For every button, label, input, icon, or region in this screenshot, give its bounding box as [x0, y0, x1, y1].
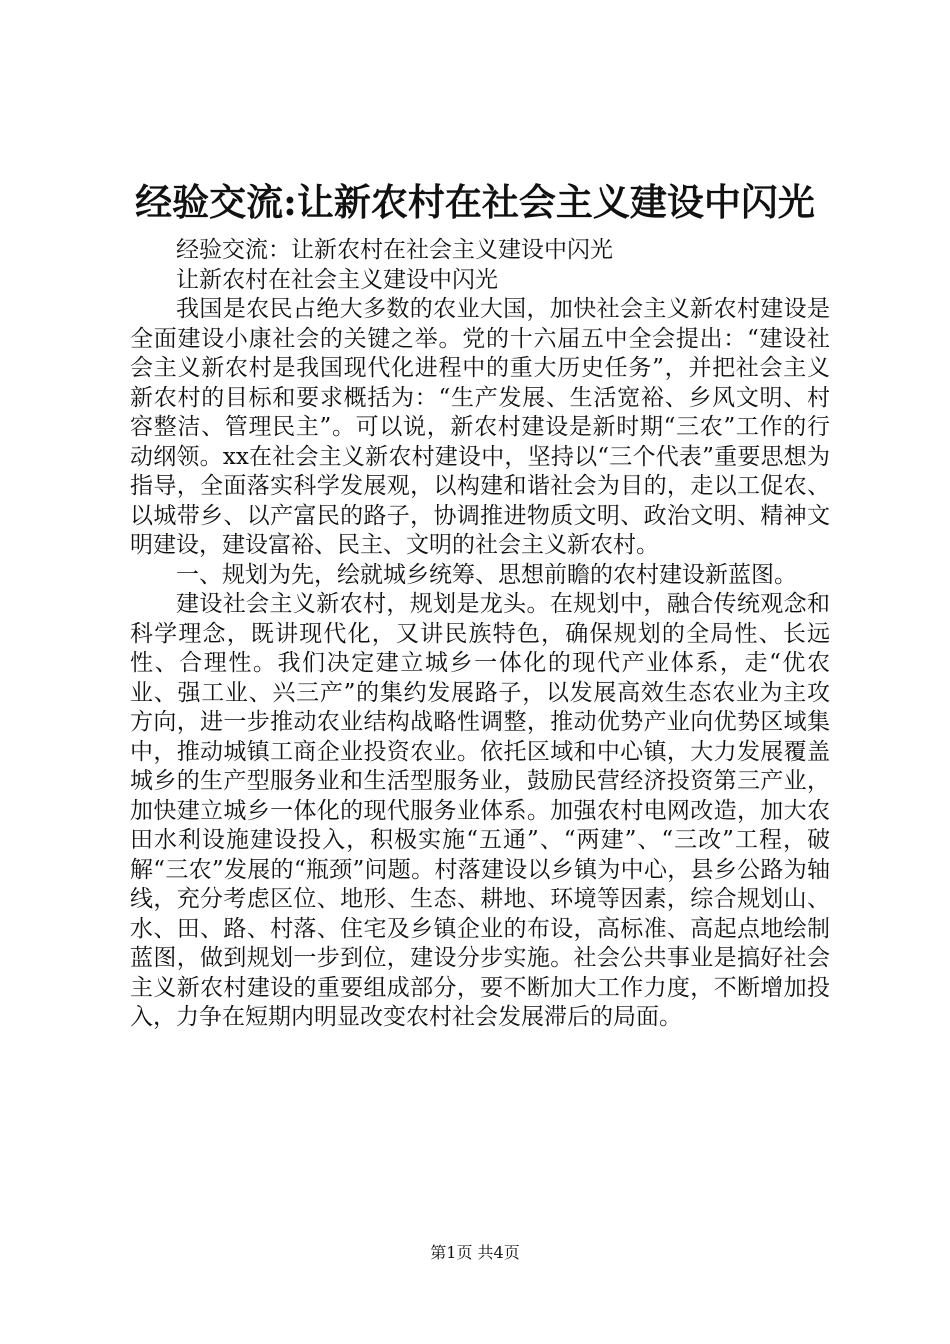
body-paragraph: 建设社会主义新农村，规划是龙头。在规划中，融合传统观念和科学理念，既讲现代化，又讲民族特色，确保规划的全局性、长远性、合理性。我们决定建立城乡一体化的现代产业体系，走“优农业、强工业、兴三产”的集约发展路子，以发展高效生态农业为主攻方向，进一步推动农业结构战略性调整，推动优势产业向优势区域集中，推动城镇工商企业投资农业。依托区域和中心镇，大力发展覆盖城乡的生产型服务业和生活型服务业，鼓励民营经济投资第三产业，加快建立城乡一体化的现代服务业体系。加强农村电网改造，加大农田水利设施建设投入，积极实施“五通”、“两建”、“三改”工程，破解“三农”发展的“瓶颈”问题。村落建设以乡镇为中心，县乡公路为轴线，充分考虑区位、地形、生态、耕地、环境等因素，综合规划山、水、田、路、村落、住宅及乡镇企业的布设，高标准、高起点地绘制蓝图，做到规划一步到位，建设分步实施。社会公共事业是搞好社会主义新农村建设的重要组成部分，要不断加大工作力度，不断增加投入，力争在短期内明显改变农村社会发展滞后的局面。: [130, 591, 830, 1030]
section-heading: 一、规划为先，绘就城乡统筹、思想前瞻的农村建设新蓝图。: [176, 561, 797, 588]
heading-line: 让新农村在社会主义建设中闪光: [176, 266, 498, 293]
document-body: [130, 236, 830, 1033]
page-title: 经验交流:让新农村在社会主义建设中闪光: [135, 180, 815, 224]
subtitle-line: 经验交流：让新农村在社会主义建设中闪光: [176, 237, 613, 263]
body-paragraph: 我国是农民占绝大多数的农业大国，加快社会主义新农村建设是全面建设小康社会的关键之举。党的十六届五中全会提出：“建设社会主义新农村是我国现代化进程中的重大历史任务”，并把社会主义新农村的目标和要求概括为：“生产发展、生活宽裕、乡风文明、村容整洁、管理民主”。可以说，新农村建设是新时期“三农”工作的行动纲领。xx在社会主义新农村建设中，坚持以“三个代表”重要思想为指导，全面落实科学发展观，以构建和谐社会为目的，走以工促农、以城带乡、以产富民的路子，协调推进物质文明、政治文明、精神文明建设，建设富裕、民主、文明的社会主义新农村。: [130, 296, 830, 558]
page-footer: 第1页 共4页: [430, 1243, 520, 1262]
